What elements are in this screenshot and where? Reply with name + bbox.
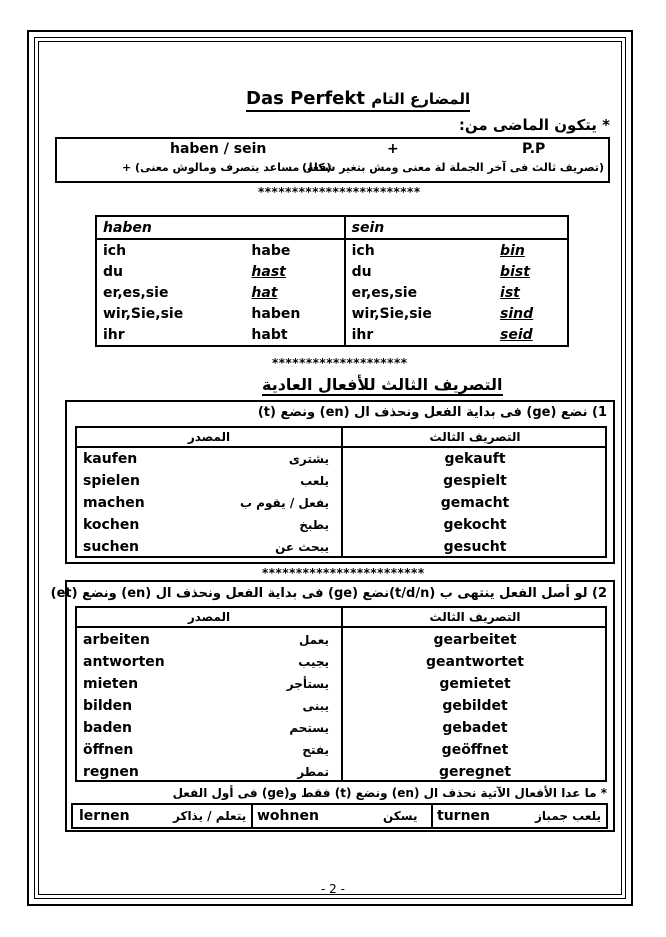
arabic-meaning: يفعل / يقوم ب: [239, 496, 329, 510]
arabic-meaning: يستأجر: [286, 677, 329, 691]
infinitive: regnen: [83, 764, 139, 780]
infinitive: antworten: [83, 654, 165, 670]
sein-form: seid: [500, 326, 533, 343]
separator-stars: ********************: [272, 356, 408, 370]
page-number: - 2 -: [321, 882, 345, 896]
title-de: Das Perfekt: [246, 88, 365, 109]
pronoun: ich: [345, 239, 494, 261]
exception-word-ar: يتعلم / يذاكر: [173, 809, 247, 823]
infinitive: suchen: [83, 539, 140, 555]
past-participle: gemietet: [439, 676, 511, 692]
haben-form: hat: [251, 284, 278, 301]
haben-form: haben: [251, 305, 301, 322]
arabic-meaning: يطبخ: [299, 518, 329, 532]
exception-box: [71, 803, 608, 829]
section-title: التصريف الثالث للأفعال العادية: [262, 375, 503, 394]
formula-note-right: (تصريف ثالث فى آخر الجملة لة معنى ومش بتغير شكلة): [301, 161, 604, 174]
infinitive: kaufen: [83, 451, 138, 467]
infinitive: mieten: [83, 676, 139, 692]
arabic-meaning: يستحم: [289, 721, 329, 735]
rule2-table: [75, 606, 607, 782]
infinitive: bilden: [83, 698, 133, 714]
rule2-text: 2) لو أصل الفعل ينتهى ب (t/d/n)نضع (ge) فى بداية الفعل ونحذف ال (en) ونضع (et): [50, 586, 607, 601]
exception-text: * ما عدا الأفعال الآتية نحذف ال (en) ونضع (t) فقط و(ge) فى أول الفعل: [172, 786, 607, 800]
past-participle: gespielt: [443, 473, 507, 489]
infinitive: baden: [83, 720, 132, 736]
haben-header: haben: [96, 216, 345, 239]
exception-word-de: lernen: [79, 808, 130, 824]
separator-stars: ************************: [262, 566, 425, 580]
pronoun: ihr: [103, 326, 125, 343]
past-participle: geantwortet: [426, 654, 524, 670]
infinitive: machen: [83, 495, 145, 511]
past-participle: gesucht: [443, 539, 507, 555]
arabic-meaning: تمطر: [297, 765, 329, 779]
past-participle: gebadet: [442, 720, 508, 736]
col-past-participle: التصريف الثالث: [343, 608, 607, 628]
pronoun: ihr: [345, 324, 494, 346]
table-row: [96, 303, 568, 324]
rule1-table: [75, 426, 607, 558]
formula-left: haben / sein: [170, 141, 267, 157]
haben-form: habe: [251, 242, 291, 259]
past-participle: gebildet: [442, 698, 508, 714]
formula-box: [55, 137, 610, 183]
col-infinitive: المصدر: [77, 428, 341, 448]
arabic-meaning: يلعب: [300, 474, 329, 488]
past-participle: gemacht: [440, 495, 510, 511]
subtitle: * يتكون الماضى من:: [458, 116, 610, 134]
sein-form: ist: [500, 284, 520, 301]
pronoun: du: [345, 261, 494, 282]
pronoun: er,es,sie: [345, 282, 494, 303]
page-title: [246, 89, 470, 112]
exception-word-ar: يسكن: [383, 809, 418, 823]
rule1-box: [65, 400, 615, 564]
haben-form: hast: [251, 263, 286, 280]
infinitive: spielen: [83, 473, 140, 489]
arabic-meaning: يفتح: [302, 743, 329, 757]
haben-sein-table: [95, 215, 569, 347]
pronoun: du: [103, 263, 123, 280]
formula-note-left: (فعل مساعد يتصرف ومالوش معنى) +: [122, 161, 332, 174]
arabic-meaning: يعمل: [298, 633, 329, 647]
arabic-meaning: يشترى: [288, 452, 329, 466]
past-participle: gearbeitet: [433, 632, 517, 648]
rule1-text: 1) نضع (ge) فى بداية الفعل ونحذف ال (en) ونضع (t): [257, 405, 607, 420]
sein-form: sind: [500, 305, 534, 322]
exception-word-de: wohnen: [257, 808, 319, 824]
arabic-meaning: يجيب: [298, 655, 329, 669]
past-participle: geöffnet: [441, 742, 509, 758]
table-row: [96, 261, 568, 282]
haben-form: habt: [251, 326, 288, 343]
exception-word-de: turnen: [437, 808, 490, 824]
table-row: [96, 239, 568, 261]
separator-stars: ************************: [258, 185, 421, 199]
table-header-row: [96, 216, 568, 239]
col-infinitive: المصدر: [77, 608, 341, 628]
pronoun: ich: [103, 242, 127, 259]
past-participle: gekocht: [443, 517, 507, 533]
formula-right: P.P: [522, 141, 546, 157]
pronoun: wir,Sie,sie: [345, 303, 494, 324]
arabic-meaning: يبنى: [302, 699, 329, 713]
exception-word-ar: يلعب جمباز: [535, 809, 602, 823]
sein-form: bin: [500, 242, 525, 259]
infinitive: öffnen: [83, 742, 134, 758]
infinitive: kochen: [83, 517, 140, 533]
pronoun: wir,Sie,sie: [103, 305, 184, 322]
pronoun: er,es,sie: [103, 284, 169, 301]
sein-form: bist: [500, 263, 530, 280]
title-ar: المضارع التام: [371, 90, 471, 108]
table-row: [96, 324, 568, 346]
infinitive: arbeiten: [83, 632, 150, 648]
past-participle: geregnet: [438, 764, 512, 780]
past-participle: gekauft: [444, 451, 506, 467]
sein-header: sein: [345, 216, 568, 239]
table-row: [96, 282, 568, 303]
col-past-participle: التصريف الثالث: [343, 428, 607, 448]
arabic-meaning: يبحث عن: [275, 540, 329, 554]
formula-plus: +: [387, 141, 399, 157]
rule2-box: [50, 580, 615, 832]
